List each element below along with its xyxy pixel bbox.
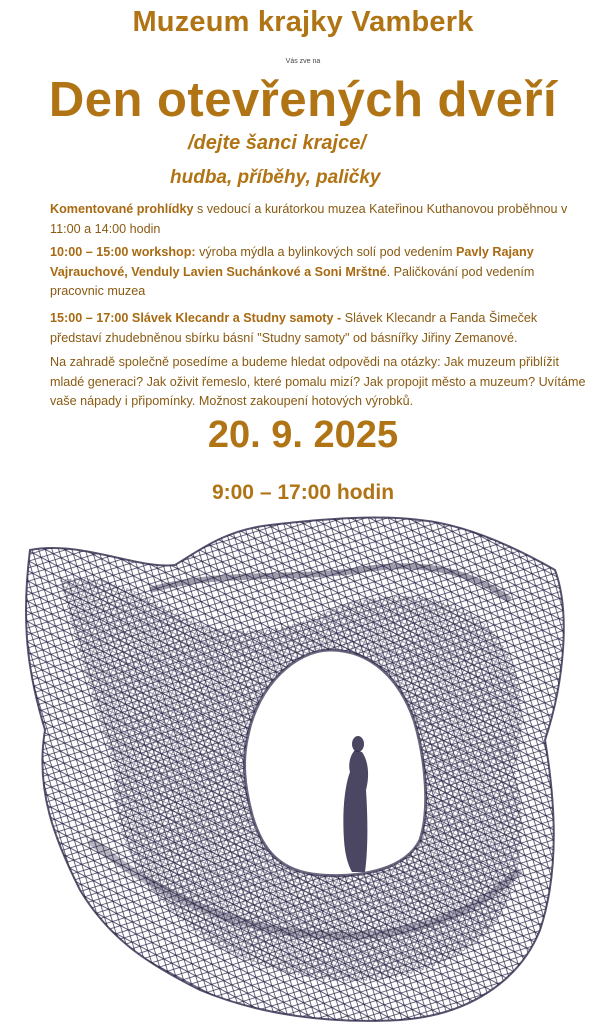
workshop-text: výroba mýdla a bylinkových solí pod vedením [195, 245, 456, 259]
event-date: 20. 9. 2025 [207, 414, 399, 456]
workshop-text-2: . Paličkování pod vedením pracovnic muzea [50, 264, 535, 299]
program-tours [50, 200, 590, 239]
event-tagline: hudba, příběhy, paličky [170, 167, 381, 188]
tours-label: Komentované prohlídky [50, 202, 194, 216]
museum-name: Muzeum krajky Vamberk [132, 6, 474, 38]
event-hours: 9:00 – 17:00 hodin [211, 481, 395, 504]
workshop-label: 10:00 – 15:00 workshop: [50, 245, 196, 259]
lace-sculpture-illustration [0, 510, 606, 1024]
program-workshop [50, 243, 590, 302]
program-concert [50, 309, 590, 348]
concert-label: 15:00 – 17:00 Slávek Klecandr a Studny samoty - [50, 311, 342, 325]
workshop-leaders: Pavly Rajany Vajrauchové, Venduly Lavien Suchánkové a Soni Mrštné [50, 245, 534, 279]
tours-text: s vedoucí a kurátorkou muzea Kateřinou Kuthanovou proběhnou v 11:00 a 14:00 hodin [50, 202, 568, 236]
program-garden [50, 353, 590, 412]
invite-text: Vás zve na [285, 58, 321, 65]
event-subtitle: /dejte šanci krajce/ [188, 132, 366, 154]
event-title: Den otevřených dveří [48, 73, 558, 127]
concert-text: Slávek Klecandr a Fanda Šimeček představí zhudebněnou sbírku básní "Studny samoty" od básnířky Jiřiny Zemanové. [50, 311, 538, 345]
garden-text: Na zahradě společně posedíme a budeme hledat odpovědi na otázky: Jak muzeum přiblížit mladé generaci? Jak oživit řemeslo, které pomalu mizí? Jak propojit město a muzeum? Uvítáme vaše nápady i připomínky. Možnost zakoupení hotových výrobků. [50, 355, 586, 409]
